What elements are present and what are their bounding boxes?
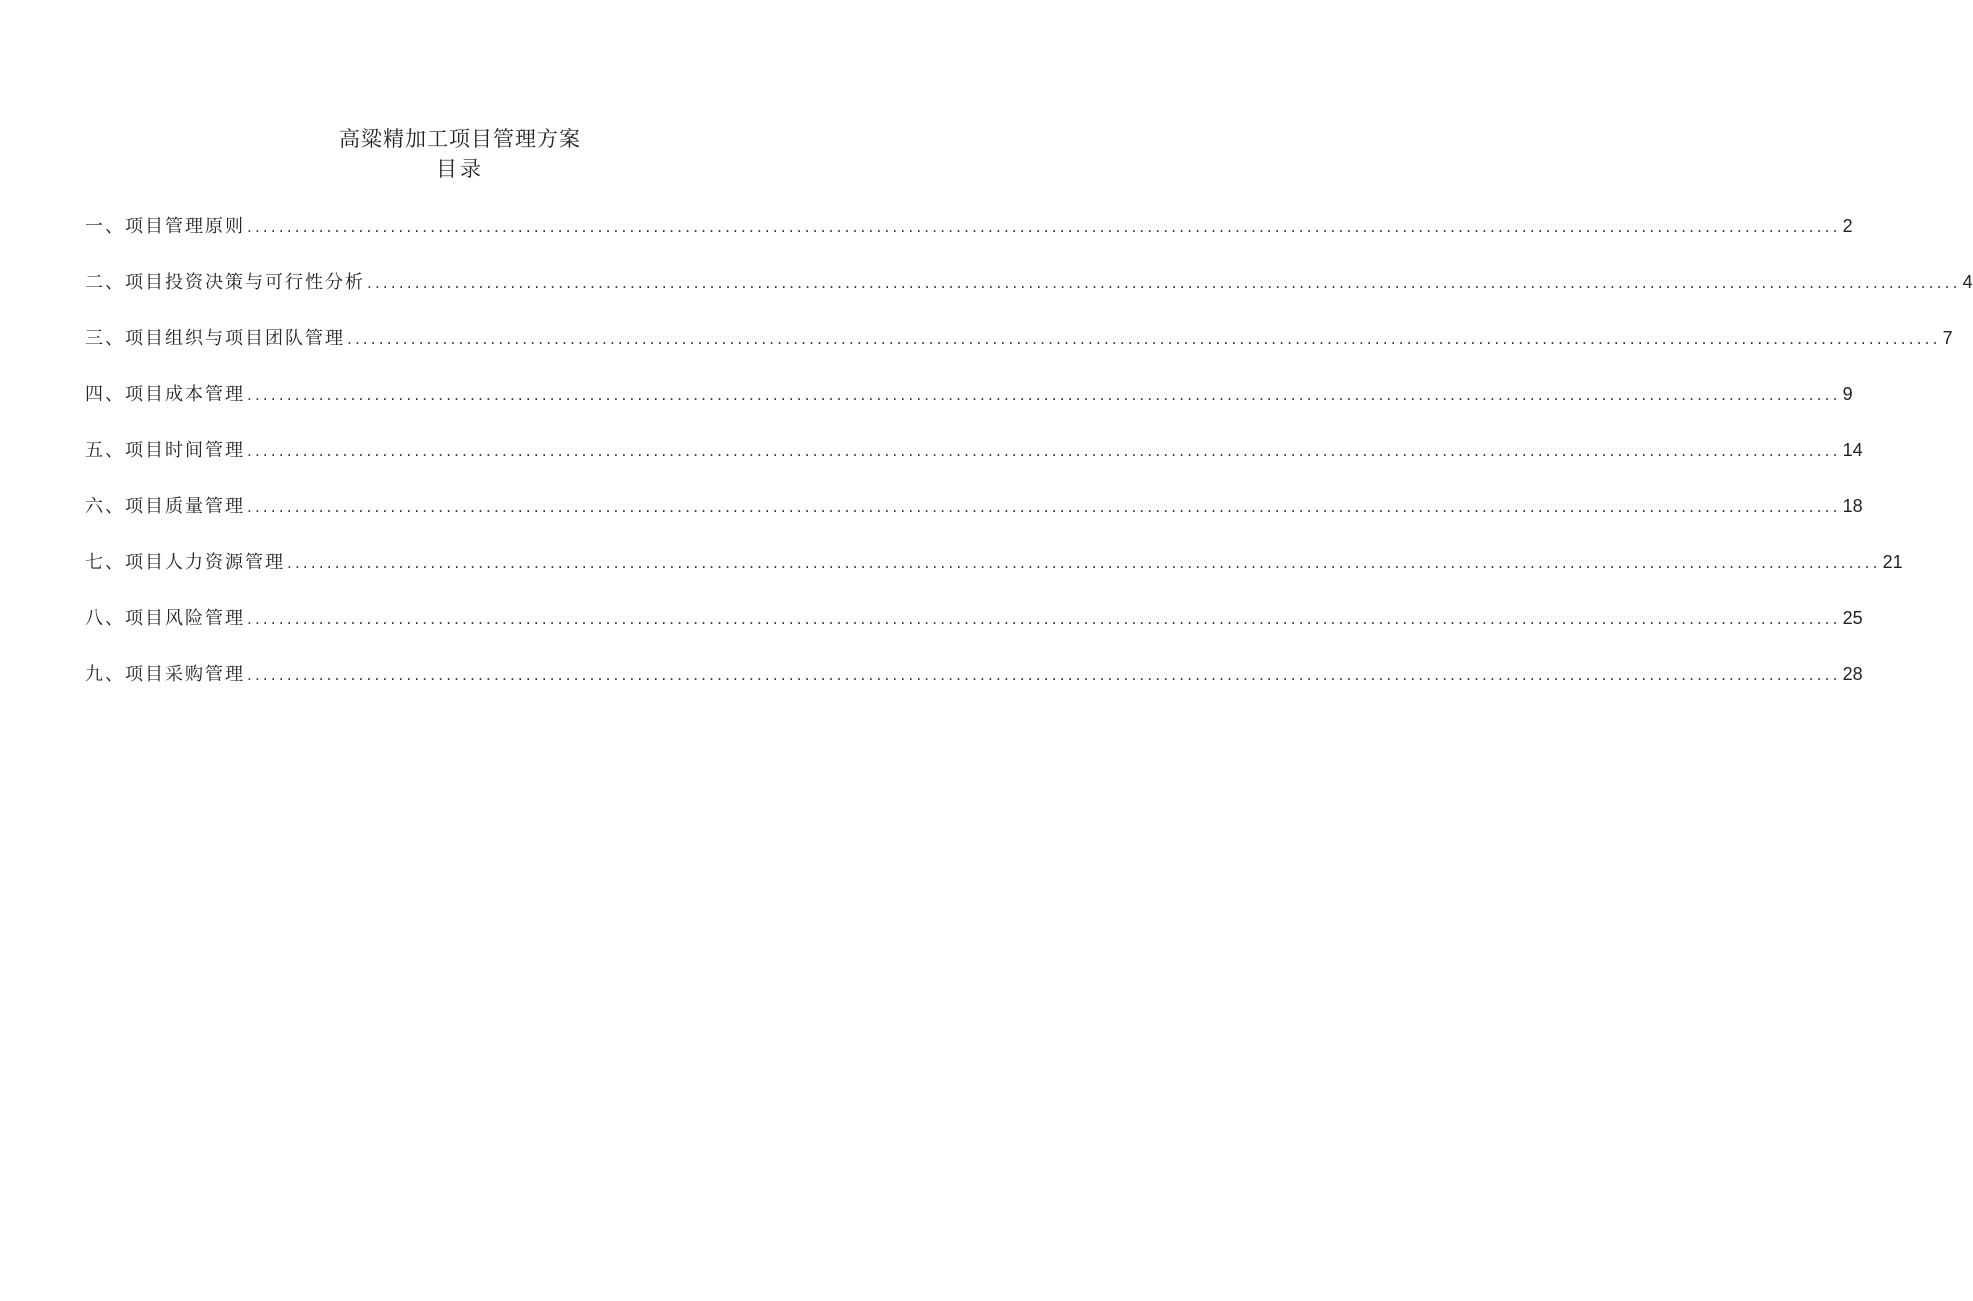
toc-leader-dots: ........................................................................................................................................................................................................	[247, 218, 1841, 236]
toc-entry[interactable]	[85, 324, 1953, 380]
toc-leader-dots: ........................................................................................................................................................................................................	[247, 386, 1841, 404]
toc-leader-dots: ........................................................................................................................................................................................................	[367, 274, 1961, 292]
table-of-contents	[85, 212, 1973, 716]
toc-entry-label: 六、项目质量管理	[85, 496, 245, 517]
document-title: 高粱精加工项目管理方案	[339, 127, 581, 151]
toc-leader-dots: ........................................................................................................................................................................................................	[287, 554, 1881, 572]
toc-entry-page-number: 7	[1942, 328, 1953, 348]
toc-entry-page-number: 9	[1842, 384, 1853, 404]
toc-entry-label: 一、项目管理原则	[85, 216, 245, 237]
toc-entry-label: 七、项目人力资源管理	[85, 552, 285, 573]
toc-entry-page-number: 28	[1842, 664, 1863, 684]
toc-entry[interactable]	[85, 436, 1863, 492]
toc-entry-page-number: 18	[1842, 496, 1863, 516]
toc-leader-dots: ........................................................................................................................................................................................................	[247, 610, 1841, 628]
toc-entry[interactable]	[85, 212, 1853, 268]
toc-entry[interactable]	[85, 380, 1853, 436]
toc-entry-page-number: 2	[1842, 216, 1853, 236]
toc-leader-dots: ........................................................................................................................................................................................................	[247, 442, 1841, 460]
toc-entry[interactable]	[85, 548, 1903, 604]
toc-entry-label: 九、项目采购管理	[85, 664, 245, 685]
toc-entry-label: 四、项目成本管理	[85, 384, 245, 405]
toc-entry-page-number: 25	[1842, 608, 1863, 628]
toc-entry-label: 八、项目风险管理	[85, 608, 245, 629]
toc-leader-dots: ........................................................................................................................................................................................................	[247, 498, 1841, 516]
toc-entry-page-number: 14	[1842, 440, 1863, 460]
toc-entry[interactable]	[85, 492, 1863, 548]
toc-leader-dots: ........................................................................................................................................................................................................	[347, 330, 1941, 348]
toc-leader-dots: ........................................................................................................................................................................................................	[247, 666, 1841, 684]
toc-entry-page-number: 4	[1962, 272, 1973, 292]
toc-heading: 目录	[436, 157, 484, 181]
toc-entry[interactable]	[85, 660, 1863, 716]
toc-entry-page-number: 21	[1882, 552, 1903, 572]
toc-entry-label: 二、项目投资决策与可行性分析	[85, 272, 365, 293]
toc-entry[interactable]	[85, 604, 1863, 660]
toc-entry-label: 五、项目时间管理	[85, 440, 245, 461]
toc-entry[interactable]	[85, 268, 1973, 324]
toc-entry-label: 三、项目组织与项目团队管理	[85, 328, 345, 349]
